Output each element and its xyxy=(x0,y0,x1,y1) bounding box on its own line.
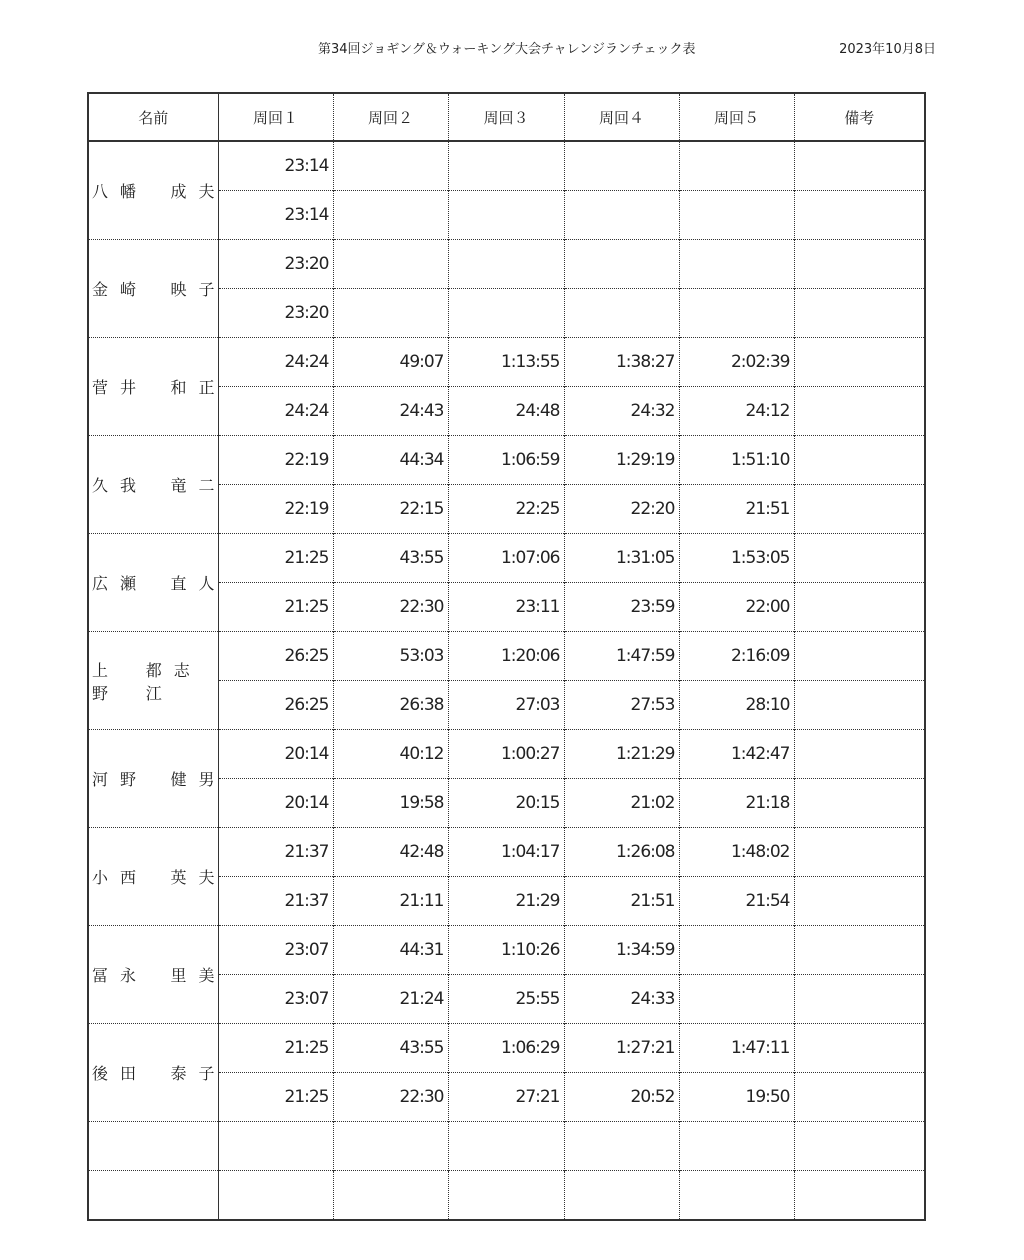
runner-name xyxy=(92,963,227,986)
cumulative-time-lap-4: 1:31:05 xyxy=(564,534,679,583)
blank-cell xyxy=(333,1122,448,1171)
cumulative-time-lap-2 xyxy=(333,240,448,289)
cumulative-time-lap-1: 23:07 xyxy=(218,926,333,975)
cumulative-time-lap-4 xyxy=(564,141,679,191)
runner-given-name: 竜二 xyxy=(170,476,227,495)
cumulative-time-lap-1: 21:37 xyxy=(218,828,333,877)
runner-surname: 後田 xyxy=(92,1064,149,1083)
cumulative-time-lap-5 xyxy=(679,926,794,975)
notes-cell xyxy=(794,289,925,338)
cumulative-time-lap-1: 26:25 xyxy=(218,632,333,681)
runner-given-name: 里美 xyxy=(170,966,227,985)
notes-cell xyxy=(794,436,925,485)
cumulative-time-lap-1: 24:24 xyxy=(218,338,333,387)
cumulative-time-lap-3: 1:06:59 xyxy=(448,436,564,485)
runner-name-cell xyxy=(88,338,227,436)
blank-cell xyxy=(218,1122,333,1171)
split-time-lap-1: 23:07 xyxy=(218,975,333,1024)
split-time-lap-5 xyxy=(679,191,794,240)
cumulative-time-lap-5 xyxy=(679,141,794,191)
split-time-lap-4 xyxy=(564,191,679,240)
split-time-lap-5 xyxy=(679,975,794,1024)
split-time-lap-2: 21:11 xyxy=(333,877,448,926)
blank-cell xyxy=(448,1171,564,1221)
runner-row-cumulative xyxy=(88,730,925,779)
cumulative-time-lap-2: 49:07 xyxy=(333,338,448,387)
runner-name xyxy=(92,1061,227,1084)
split-time-lap-4: 23:59 xyxy=(564,583,679,632)
split-time-lap-1: 23:14 xyxy=(218,191,333,240)
cumulative-time-lap-2: 44:34 xyxy=(333,436,448,485)
runner-surname: 八幡 xyxy=(92,182,149,201)
cumulative-time-lap-1: 23:14 xyxy=(218,141,333,191)
split-time-lap-5 xyxy=(679,289,794,338)
runner-row-cumulative xyxy=(88,828,925,877)
runner-surname: 上野 xyxy=(92,660,121,703)
cumulative-time-lap-2 xyxy=(333,141,448,191)
runner-row-cumulative xyxy=(88,240,925,289)
split-time-lap-5: 28:10 xyxy=(679,681,794,730)
split-time-lap-3: 25:55 xyxy=(448,975,564,1024)
column-header-lap-3: 周回３ xyxy=(448,93,564,141)
runner-row-cumulative xyxy=(88,141,925,191)
cumulative-time-lap-4: 1:29:19 xyxy=(564,436,679,485)
notes-cell xyxy=(794,681,925,730)
blank-cell xyxy=(679,1171,794,1221)
runner-name-cell xyxy=(88,926,227,1024)
runner-name xyxy=(92,277,227,300)
blank-cell xyxy=(218,1171,333,1221)
split-time-lap-3: 22:25 xyxy=(448,485,564,534)
cumulative-time-lap-5: 1:48:02 xyxy=(679,828,794,877)
cumulative-time-lap-4: 1:47:59 xyxy=(564,632,679,681)
cumulative-time-lap-5: 1:53:05 xyxy=(679,534,794,583)
blank-cell xyxy=(564,1122,679,1171)
cumulative-time-lap-2: 44:31 xyxy=(333,926,448,975)
split-time-lap-5: 24:12 xyxy=(679,387,794,436)
split-time-lap-2: 24:43 xyxy=(333,387,448,436)
column-header-notes: 備考 xyxy=(794,93,925,141)
split-time-lap-4: 27:53 xyxy=(564,681,679,730)
runner-given-name: 映子 xyxy=(170,280,227,299)
header-row xyxy=(88,93,925,141)
cumulative-time-lap-5: 2:16:09 xyxy=(679,632,794,681)
runner-given-name: 健男 xyxy=(170,770,227,789)
cumulative-time-lap-3: 1:13:55 xyxy=(448,338,564,387)
cumulative-time-lap-3 xyxy=(448,141,564,191)
cumulative-time-lap-3: 1:06:29 xyxy=(448,1024,564,1073)
split-time-lap-3: 23:11 xyxy=(448,583,564,632)
split-time-lap-4: 21:02 xyxy=(564,779,679,828)
cumulative-time-lap-3: 1:07:06 xyxy=(448,534,564,583)
cumulative-time-lap-1: 23:20 xyxy=(218,240,333,289)
runner-row-cumulative xyxy=(88,1024,925,1073)
cumulative-time-lap-5 xyxy=(679,240,794,289)
split-time-lap-1: 26:25 xyxy=(218,681,333,730)
cumulative-time-lap-1: 22:19 xyxy=(218,436,333,485)
split-time-lap-5: 22:00 xyxy=(679,583,794,632)
blank-row xyxy=(88,1171,925,1221)
split-time-lap-3: 20:15 xyxy=(448,779,564,828)
cumulative-time-lap-4: 1:38:27 xyxy=(564,338,679,387)
cumulative-time-lap-1: 21:25 xyxy=(218,534,333,583)
notes-cell xyxy=(794,730,925,779)
blank-cell xyxy=(794,1122,925,1171)
notes-cell xyxy=(794,141,925,191)
split-time-lap-2 xyxy=(333,289,448,338)
cumulative-time-lap-4: 1:21:29 xyxy=(564,730,679,779)
split-time-lap-4: 20:52 xyxy=(564,1073,679,1122)
split-time-lap-1: 23:20 xyxy=(218,289,333,338)
split-time-lap-5: 21:51 xyxy=(679,485,794,534)
cumulative-time-lap-3: 1:10:26 xyxy=(448,926,564,975)
runner-name-cell xyxy=(88,1024,227,1122)
notes-cell xyxy=(794,779,925,828)
split-time-lap-1: 24:24 xyxy=(218,387,333,436)
runner-given-name: 成夫 xyxy=(170,182,227,201)
split-time-lap-3 xyxy=(448,289,564,338)
split-time-lap-3: 27:21 xyxy=(448,1073,564,1122)
runner-surname: 菅井 xyxy=(92,378,149,397)
split-time-lap-2: 21:24 xyxy=(333,975,448,1024)
cumulative-time-lap-4: 1:26:08 xyxy=(564,828,679,877)
column-header-lap-4: 周回４ xyxy=(564,93,679,141)
notes-cell xyxy=(794,828,925,877)
split-time-lap-2: 26:38 xyxy=(333,681,448,730)
cumulative-time-lap-5: 1:47:11 xyxy=(679,1024,794,1073)
runner-name-cell xyxy=(88,632,218,730)
notes-cell xyxy=(794,387,925,436)
runner-surname: 久我 xyxy=(92,476,149,495)
runner-surname: 広瀬 xyxy=(92,574,149,593)
split-time-lap-1: 21:37 xyxy=(218,877,333,926)
runner-given-name: 英夫 xyxy=(170,868,227,887)
split-time-lap-4: 24:32 xyxy=(564,387,679,436)
split-time-lap-5: 19:50 xyxy=(679,1073,794,1122)
cumulative-time-lap-2: 42:48 xyxy=(333,828,448,877)
runner-name xyxy=(92,865,227,888)
split-time-lap-4: 22:20 xyxy=(564,485,679,534)
blank-cell xyxy=(448,1122,564,1171)
cumulative-time-lap-1: 20:14 xyxy=(218,730,333,779)
runner-row-cumulative xyxy=(88,632,925,681)
runner-row-cumulative xyxy=(88,534,925,583)
runner-name xyxy=(92,473,227,496)
cumulative-time-lap-3: 1:20:06 xyxy=(448,632,564,681)
cumulative-time-lap-3: 1:04:17 xyxy=(448,828,564,877)
notes-cell xyxy=(794,975,925,1024)
runner-given-name: 泰子 xyxy=(170,1064,227,1083)
runner-surname: 小西 xyxy=(92,868,149,887)
split-time-lap-2: 22:15 xyxy=(333,485,448,534)
notes-cell xyxy=(794,534,925,583)
cumulative-time-lap-5: 1:51:10 xyxy=(679,436,794,485)
runner-name xyxy=(92,179,227,202)
runner-name-cell xyxy=(88,534,227,632)
blank-cell xyxy=(88,1171,218,1221)
notes-cell xyxy=(794,240,925,289)
split-time-lap-2: 19:58 xyxy=(333,779,448,828)
split-time-lap-3: 21:29 xyxy=(448,877,564,926)
notes-cell xyxy=(794,1073,925,1122)
runner-row-cumulative xyxy=(88,436,925,485)
sheet-title: 第34回ジョギング＆ウォーキング大会チャレンジランチェック表 xyxy=(318,42,696,57)
blank-row xyxy=(88,1122,925,1171)
split-time-lap-3: 27:03 xyxy=(448,681,564,730)
blank-cell xyxy=(794,1171,925,1221)
cumulative-time-lap-3 xyxy=(448,240,564,289)
split-time-lap-1: 22:19 xyxy=(218,485,333,534)
cumulative-time-lap-4: 1:34:59 xyxy=(564,926,679,975)
cumulative-time-lap-3: 1:00:27 xyxy=(448,730,564,779)
column-header-name: 名前 xyxy=(88,93,218,141)
split-time-lap-2: 22:30 xyxy=(333,1073,448,1122)
split-time-lap-1: 20:14 xyxy=(218,779,333,828)
runner-row-cumulative xyxy=(88,338,925,387)
split-time-lap-3 xyxy=(448,191,564,240)
column-header-lap-2: 周回２ xyxy=(333,93,448,141)
lap-check-table xyxy=(87,92,926,1221)
runner-surname: 金崎 xyxy=(92,280,149,299)
cumulative-time-lap-5: 1:42:47 xyxy=(679,730,794,779)
runner-given-name: 都志江 xyxy=(145,660,202,703)
cumulative-time-lap-2: 43:55 xyxy=(333,1024,448,1073)
notes-cell xyxy=(794,632,925,681)
split-time-lap-4: 24:33 xyxy=(564,975,679,1024)
runner-name xyxy=(92,767,227,790)
notes-cell xyxy=(794,485,925,534)
blank-cell xyxy=(88,1122,218,1171)
column-header-lap-5: 周回５ xyxy=(679,93,794,141)
cumulative-time-lap-2: 40:12 xyxy=(333,730,448,779)
split-time-lap-2: 22:30 xyxy=(333,583,448,632)
cumulative-time-lap-5: 2:02:39 xyxy=(679,338,794,387)
split-time-lap-3: 24:48 xyxy=(448,387,564,436)
cumulative-time-lap-2: 43:55 xyxy=(333,534,448,583)
cumulative-time-lap-4: 1:27:21 xyxy=(564,1024,679,1073)
notes-cell xyxy=(794,583,925,632)
notes-cell xyxy=(794,926,925,975)
split-time-lap-1: 21:25 xyxy=(218,583,333,632)
runner-name-cell xyxy=(88,141,227,240)
table-body xyxy=(88,141,925,1220)
split-time-lap-4 xyxy=(564,289,679,338)
runner-given-name: 和正 xyxy=(170,378,227,397)
split-time-lap-4: 21:51 xyxy=(564,877,679,926)
runner-row-cumulative xyxy=(88,926,925,975)
runner-surname: 冨永 xyxy=(92,966,149,985)
runner-name-cell xyxy=(88,828,227,926)
runner-name-cell xyxy=(88,436,227,534)
notes-cell xyxy=(794,191,925,240)
column-header-lap-1: 周回１ xyxy=(218,93,333,141)
runner-name-cell xyxy=(88,240,227,338)
cumulative-time-lap-4 xyxy=(564,240,679,289)
sheet-date: 2023年10月8日 xyxy=(839,42,936,57)
split-time-lap-2 xyxy=(333,191,448,240)
split-time-lap-5: 21:18 xyxy=(679,779,794,828)
split-time-lap-5: 21:54 xyxy=(679,877,794,926)
notes-cell xyxy=(794,338,925,387)
cumulative-time-lap-1: 21:25 xyxy=(218,1024,333,1073)
blank-cell xyxy=(679,1122,794,1171)
runner-given-name: 直人 xyxy=(170,574,227,593)
notes-cell xyxy=(794,1024,925,1073)
split-time-lap-1: 21:25 xyxy=(218,1073,333,1122)
runner-name-cell xyxy=(88,730,227,828)
runner-name xyxy=(92,375,227,398)
runner-surname: 河野 xyxy=(92,770,149,789)
notes-cell xyxy=(794,877,925,926)
runner-name xyxy=(92,571,227,594)
runner-name xyxy=(92,658,215,704)
blank-cell xyxy=(333,1171,448,1221)
blank-cell xyxy=(564,1171,679,1221)
cumulative-time-lap-2: 53:03 xyxy=(333,632,448,681)
